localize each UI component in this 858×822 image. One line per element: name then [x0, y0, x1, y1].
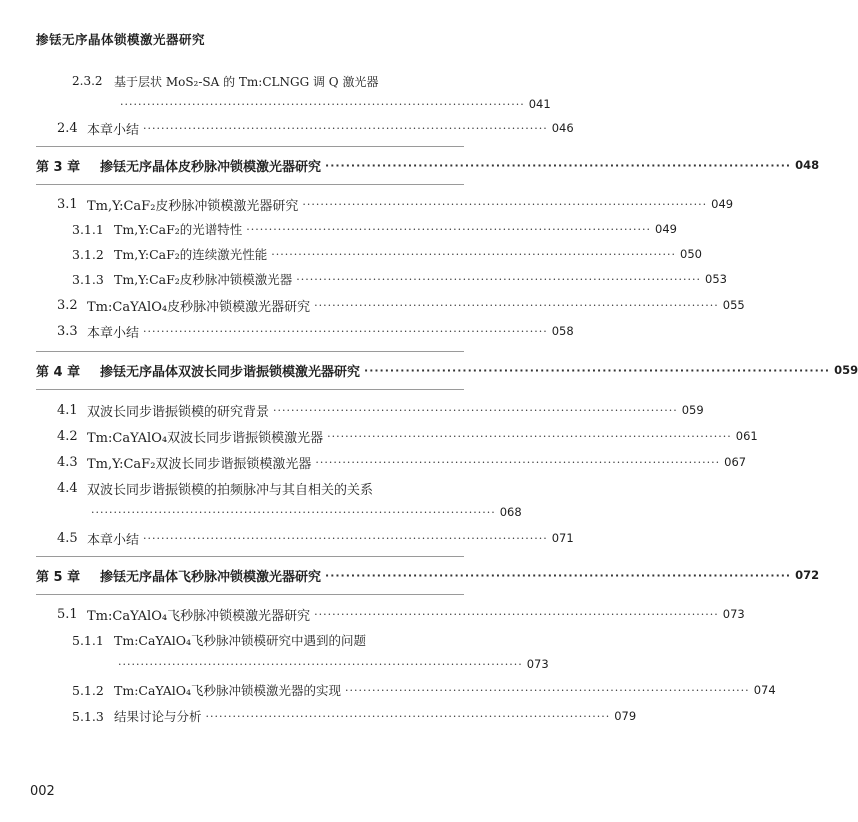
toc-entry-page: 046 — [551, 121, 574, 135]
toc-entry-page: 067 — [724, 455, 747, 469]
toc-entry-title: 结果讨论与分析 — [114, 709, 202, 724]
toc-chapter-5[interactable] — [36, 564, 820, 586]
toc-entry-number: 2.3.2 — [72, 74, 103, 88]
chapter-divider — [36, 594, 464, 595]
toc-entry-number: 4.5 — [57, 530, 78, 546]
toc-entry-page: 049 — [655, 222, 677, 236]
toc-entry-title: Tm:CaYAlO₄双波长同步谐振锁模激光器 — [87, 430, 324, 446]
leader-dots: ·························································································· — [344, 683, 750, 697]
toc-entry-4-1[interactable] — [57, 399, 704, 421]
toc-entry-4-2[interactable] — [57, 425, 758, 447]
toc-entry-page: 079 — [614, 709, 637, 723]
chapter-number: 第 3 章 — [36, 159, 81, 175]
toc-entry-3-1-1[interactable] — [72, 218, 677, 240]
toc-entry-number: 3.2 — [57, 297, 78, 313]
toc-entry-page: 058 — [551, 324, 574, 338]
toc-entry-number: 5.1 — [57, 606, 78, 622]
toc-entry-number: 4.2 — [57, 428, 78, 444]
running-header: 掺铥无序晶体锁模激光器研究 — [36, 32, 206, 47]
leader-dots: ·························································································· — [315, 455, 721, 469]
toc-entry-title: 本章小结 — [87, 122, 140, 138]
leader-dots: ·························································································· — [296, 272, 701, 286]
toc-entry-3-1-3[interactable] — [72, 268, 727, 290]
toc-chapter-4[interactable] — [36, 359, 858, 381]
toc-entry-title: 本章小结 — [87, 532, 140, 548]
toc-entry-4-4[interactable] — [57, 477, 464, 499]
chapter-divider — [36, 389, 464, 390]
leader-dots: ·························································································· — [271, 247, 676, 261]
chapter-divider — [36, 184, 464, 185]
toc-entry-title: Tm:CaYAlO₄飞秒脉冲锁模激光器的实现 — [114, 683, 341, 698]
toc-entry-number: 3.1.2 — [72, 246, 104, 262]
toc-entry-page: 074 — [753, 683, 776, 697]
toc-entry-2-4[interactable] — [57, 117, 574, 139]
leader-dots: ·························································································· — [205, 709, 611, 723]
toc-entry-page: 059 — [834, 363, 858, 377]
toc-entry-page: 061 — [735, 429, 758, 443]
page-number: 002 — [30, 784, 55, 799]
toc-entry-page: 068 — [499, 505, 522, 519]
leader-dots: ·························································································· — [314, 607, 719, 621]
leader-dots: ·························································································· — [143, 324, 548, 338]
toc-entry-number: 4.3 — [57, 454, 78, 470]
toc-entry-title: Tm,Y:CaF₂的连续激光性能 — [114, 247, 268, 262]
leader-dots: ·························································································· — [314, 298, 719, 312]
toc-entry-4-5[interactable] — [57, 527, 574, 549]
toc-entry-page: 071 — [551, 531, 574, 545]
toc-entry-number: 3.3 — [57, 323, 78, 339]
toc-entry-3-1-2[interactable] — [72, 243, 702, 265]
toc-entry-title: Tm:CaYAlO₄飞秒脉冲锁模研究中遇到的问题 — [114, 633, 366, 648]
leader-dots: ·························································································· — [143, 121, 548, 135]
leader-dots: ·························································································· — [302, 197, 708, 211]
toc-entry-page: 049 — [711, 197, 734, 211]
toc-entry-title: Tm,Y:CaF₂的光谱特性 — [114, 222, 243, 237]
chapter-title: 掺铥无序晶体双波长同步谐振锁模激光器研究 — [100, 364, 361, 380]
toc-chapter-3[interactable] — [36, 154, 820, 176]
toc-entry-page: 048 — [795, 158, 820, 172]
toc-entry-title: 本章小结 — [87, 325, 140, 341]
toc-entry-title: Tm:CaYAlO₄飞秒脉冲锁模激光器研究 — [87, 608, 311, 624]
leader-dots: ·························································································· — [118, 657, 523, 671]
toc-entry-page: 055 — [722, 298, 745, 312]
toc-entry-number: 3.1.1 — [72, 221, 104, 237]
leader-dots: ·························································································· — [364, 363, 831, 377]
toc-entry-page: 072 — [795, 568, 820, 582]
leader-dots: ·························································································· — [91, 505, 496, 519]
leader-dots: ·························································································· — [273, 403, 678, 417]
toc-entry-number: 5.1.2 — [72, 682, 104, 698]
toc-entry-page: 073 — [722, 607, 745, 621]
toc-entry-page: 073 — [526, 657, 549, 671]
toc-entry-number: 5.1.3 — [72, 708, 104, 724]
toc-entry-5-1[interactable] — [57, 603, 745, 625]
toc-entry-3-1[interactable] — [57, 193, 734, 215]
leader-dots: ·························································································· — [120, 97, 525, 111]
toc-entry-2-3-2-cont — [116, 93, 551, 115]
chapter-divider — [36, 146, 464, 147]
toc-entry-number: 2.4 — [57, 120, 78, 136]
toc-entry-4-3[interactable] — [57, 451, 747, 473]
chapter-number: 第 4 章 — [36, 364, 81, 380]
toc-entry-page: 059 — [681, 403, 704, 417]
toc-entry-page: 053 — [705, 272, 727, 286]
leader-dots: ·························································································· — [246, 222, 651, 236]
toc-entry-page: 041 — [528, 97, 551, 111]
toc-entry-5-1-1-cont — [114, 653, 549, 675]
toc-entry-title: 双波长同步谐振锁模的拍频脉冲与其自相关的关系 — [87, 482, 374, 498]
chapter-divider — [36, 351, 464, 352]
toc-entry-number: 4.4 — [57, 480, 78, 496]
toc-entry-number: 4.1 — [57, 402, 78, 418]
toc-entry-4-4-cont — [87, 501, 522, 523]
toc-entry-3-2[interactable] — [57, 294, 745, 316]
toc-entry-3-3[interactable] — [57, 320, 574, 342]
chapter-number: 第 5 章 — [36, 569, 81, 585]
leader-dots: ·························································································· — [325, 158, 792, 172]
toc-entry-title: Tm:CaYAlO₄皮秒脉冲锁模激光器研究 — [87, 299, 311, 315]
toc-entry-5-1-1[interactable] — [72, 629, 464, 651]
toc-entry-title: Tm,Y:CaF₂皮秒脉冲锁模激光器 — [114, 272, 293, 287]
toc-entry-title: 双波长同步谐振锁模的研究背景 — [87, 404, 270, 420]
leader-dots: ·························································································· — [325, 568, 792, 582]
toc-entry-5-1-3[interactable] — [72, 705, 637, 727]
toc-entry-5-1-2[interactable] — [72, 679, 776, 701]
chapter-title: 掺铥无序晶体皮秒脉冲锁模激光器研究 — [100, 159, 322, 175]
chapter-title: 掺铥无序晶体飞秒脉冲锁模激光器研究 — [100, 569, 322, 585]
chapter-divider — [36, 556, 464, 557]
leader-dots: ·························································································· — [327, 429, 732, 443]
toc-entry-title: 基于层状 MoS₂-SA 的 Tm:CLNGG 调 Q 激光器 — [114, 74, 379, 89]
toc-entry-number: 5.1.1 — [72, 632, 104, 648]
toc-entry-title: Tm,Y:CaF₂皮秒脉冲锁模激光器研究 — [87, 198, 299, 214]
toc-entry-number: 3.1.3 — [72, 271, 104, 287]
toc-entry-page: 050 — [680, 247, 702, 261]
toc-entry-number: 3.1 — [57, 196, 78, 212]
toc-entry-2-3-2[interactable] — [72, 70, 464, 92]
toc-entry-title: Tm,Y:CaF₂双波长同步谐振锁模激光器 — [87, 456, 312, 472]
leader-dots: ·························································································· — [143, 531, 548, 545]
